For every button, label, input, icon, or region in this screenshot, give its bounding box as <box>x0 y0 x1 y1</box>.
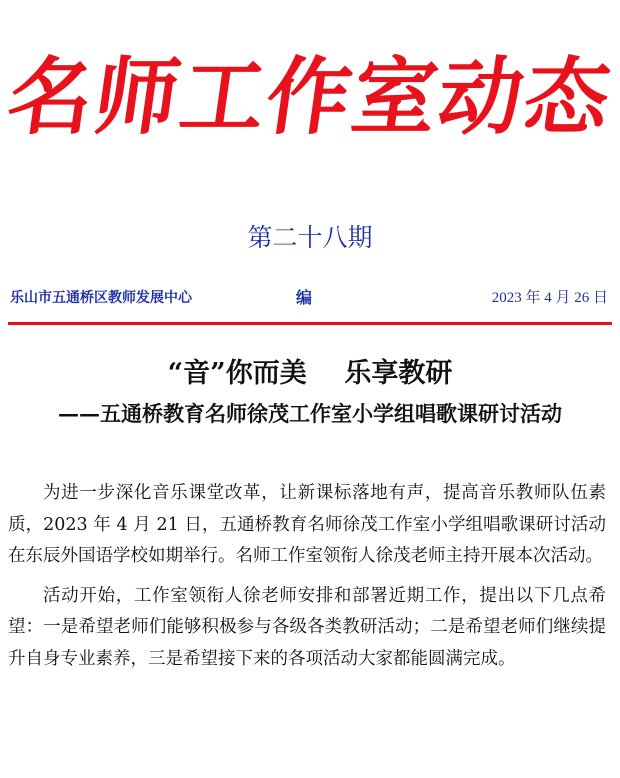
paragraph: 活动开始，工作室领衔人徐老师安排和部署近期工作，提出以下几点希望：一是希望老师们能够积极参与各级各类教研活动；二是希望老师们继续提升自身专业素养，三是希望接下来的各项活动大家都能圆满完成。 <box>8 585 606 669</box>
issue-number: 第二十八期 <box>247 223 373 252</box>
paragraph: 为进一步深化音乐课堂改革，让新课标落地有声，提高音乐教师队伍素质，2023 年 4 月 21 日，五通桥教育名师徐茂工作室小学组唱歌课研讨活动在东辰外国语学校如期举行。名师工作室领衔人徐茂老师主持开展本次活动。 <box>8 483 606 566</box>
publisher-org: 乐山市五通桥区教师发展中心 <box>10 290 192 306</box>
publish-date: 2023 年 4 月 26 日 <box>491 290 608 306</box>
article-title: “音”你而美 乐享教研 <box>167 358 453 389</box>
masthead-title: 名师工作室动态 <box>2 48 618 146</box>
editor-label: 编 <box>296 288 313 307</box>
header-divider <box>8 322 612 325</box>
article-body <box>8 478 606 683</box>
publication-info <box>8 286 612 310</box>
article-subtitle: ——五通桥教育名师徐茂工作室小学组唱歌课研讨活动 <box>58 401 562 426</box>
